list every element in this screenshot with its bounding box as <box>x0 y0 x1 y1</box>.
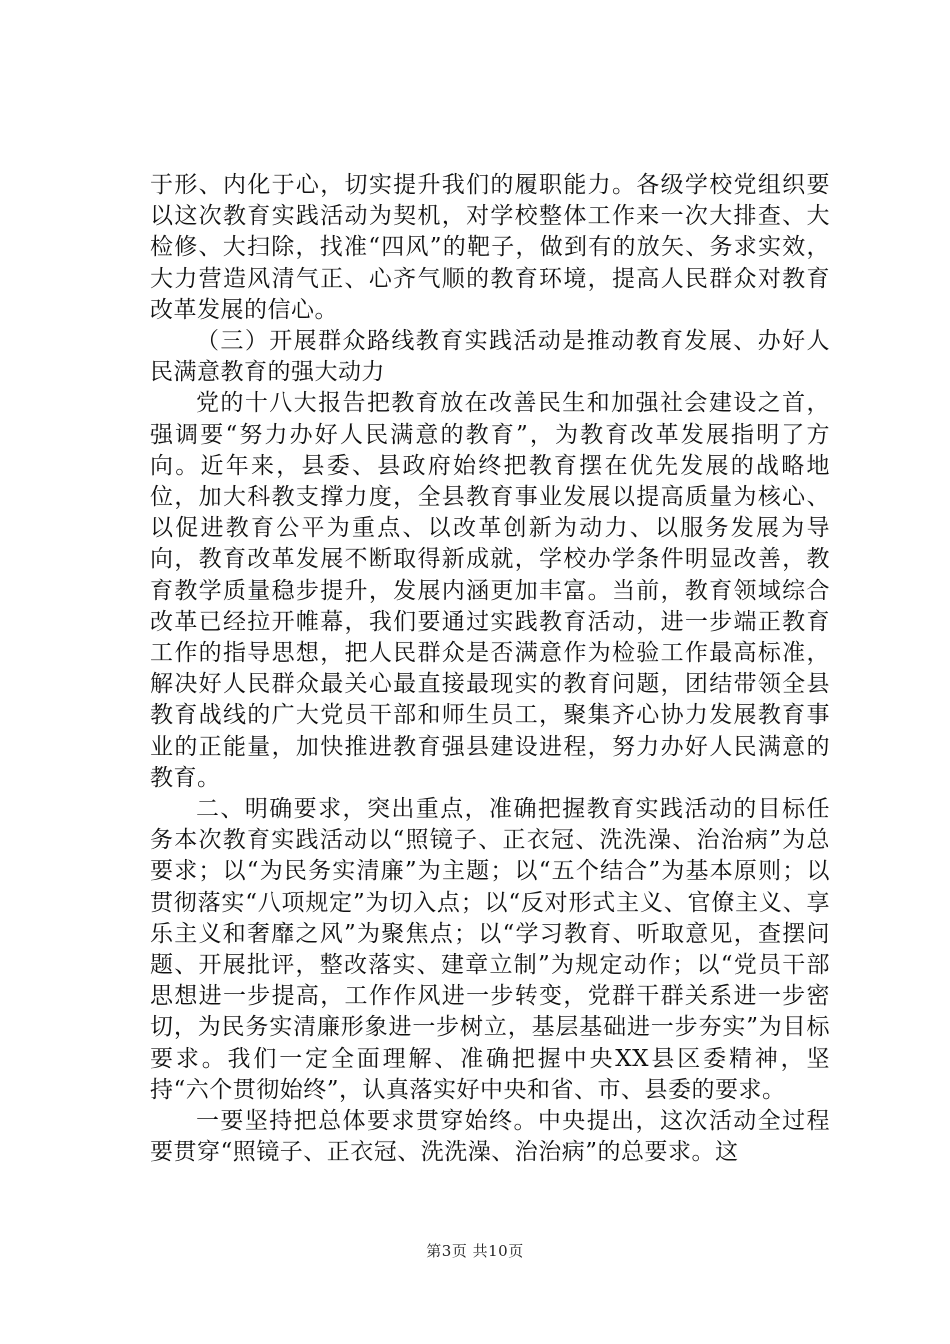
paragraph-3: 党的十八大报告把教育放在改善民生和加强社会建设之首，强调要“努力办好人民满意的教育”，为教育改革发展指明了方向。近年来，县委、县政府始终把教育摆在优先发展的战略地位，加大科教支撑力度，全县教育事业发展以提高质量为核心、以促进教育公平为重点、以改革创新为动力、以服务发展为导向，教育改革发展不断取得新成就，学校办学条件明显改善，教育教学质量稳步提升，发展内涵更加丰富。当前，教育领域综合改革已经拉开帷幕，我们要通过实践教育活动，进一步端正教育工作的指导思想，把人民群众是否满意作为检验工作最高标准，解决好人民群众最关心最直接最现实的教育问题，团结带领全县教育战线的广大党员干部和师生员工，聚集齐心协力发展教育事业的正能量，加快推进教育强县建设进程，努力办好人民满意的教育。 <box>150 390 830 791</box>
paragraph-4: 二、明确要求，突出重点，准确把握教育实践活动的目标任务本次教育实践活动以“照镜子、正衣冠、洗洗澡、治治病”为总要求；以“为民务实清廉”为主题；以“五个结合”为基本原则；以贯彻落实“八项规定”为切入点；以“反对形式主义、官僚主义、享乐主义和奢靡之风”为聚焦点；以“学习教育、听取意见，查摆问题、开展批评，整改落实、建章立制”为规定动作；以“党员干部思想进一步提高，工作作风进一步转变，党群干群关系进一步密切，为民务实清廉形象进一步树立，基层基础进一步夯实”为目标要求。我们一定全面理解、准确把握中央XX县区委精神，坚持“六个贯彻始终”，认真落实好中央和省、市、县委的要求。 <box>150 796 830 1103</box>
paragraph-5: 一要坚持把总体要求贯穿始终。中央提出，这次活动全过程要贯穿“照镜子、正衣冠、洗洗澡、治治病”的总要求。这 <box>150 1108 830 1166</box>
document-body <box>150 170 830 1169</box>
page-number-footer: 第3页 共10页 <box>426 1242 524 1260</box>
paragraph-2-heading: （三）开展群众路线教育实践活动是推动教育发展、办好人民满意教育的强大动力 <box>150 328 830 386</box>
paragraph-1: 于形、内化于心，切实提升我们的履职能力。各级学校党组织要以这次教育实践活动为契机，对学校整体工作来一次大排查、大检修、大扫除，找准“四风”的靶子，做到有的放矢、务求实效，大力营造风清气正、心齐气顺的教育环境，提高人民群众对教育改革发展的信心。 <box>150 172 830 323</box>
